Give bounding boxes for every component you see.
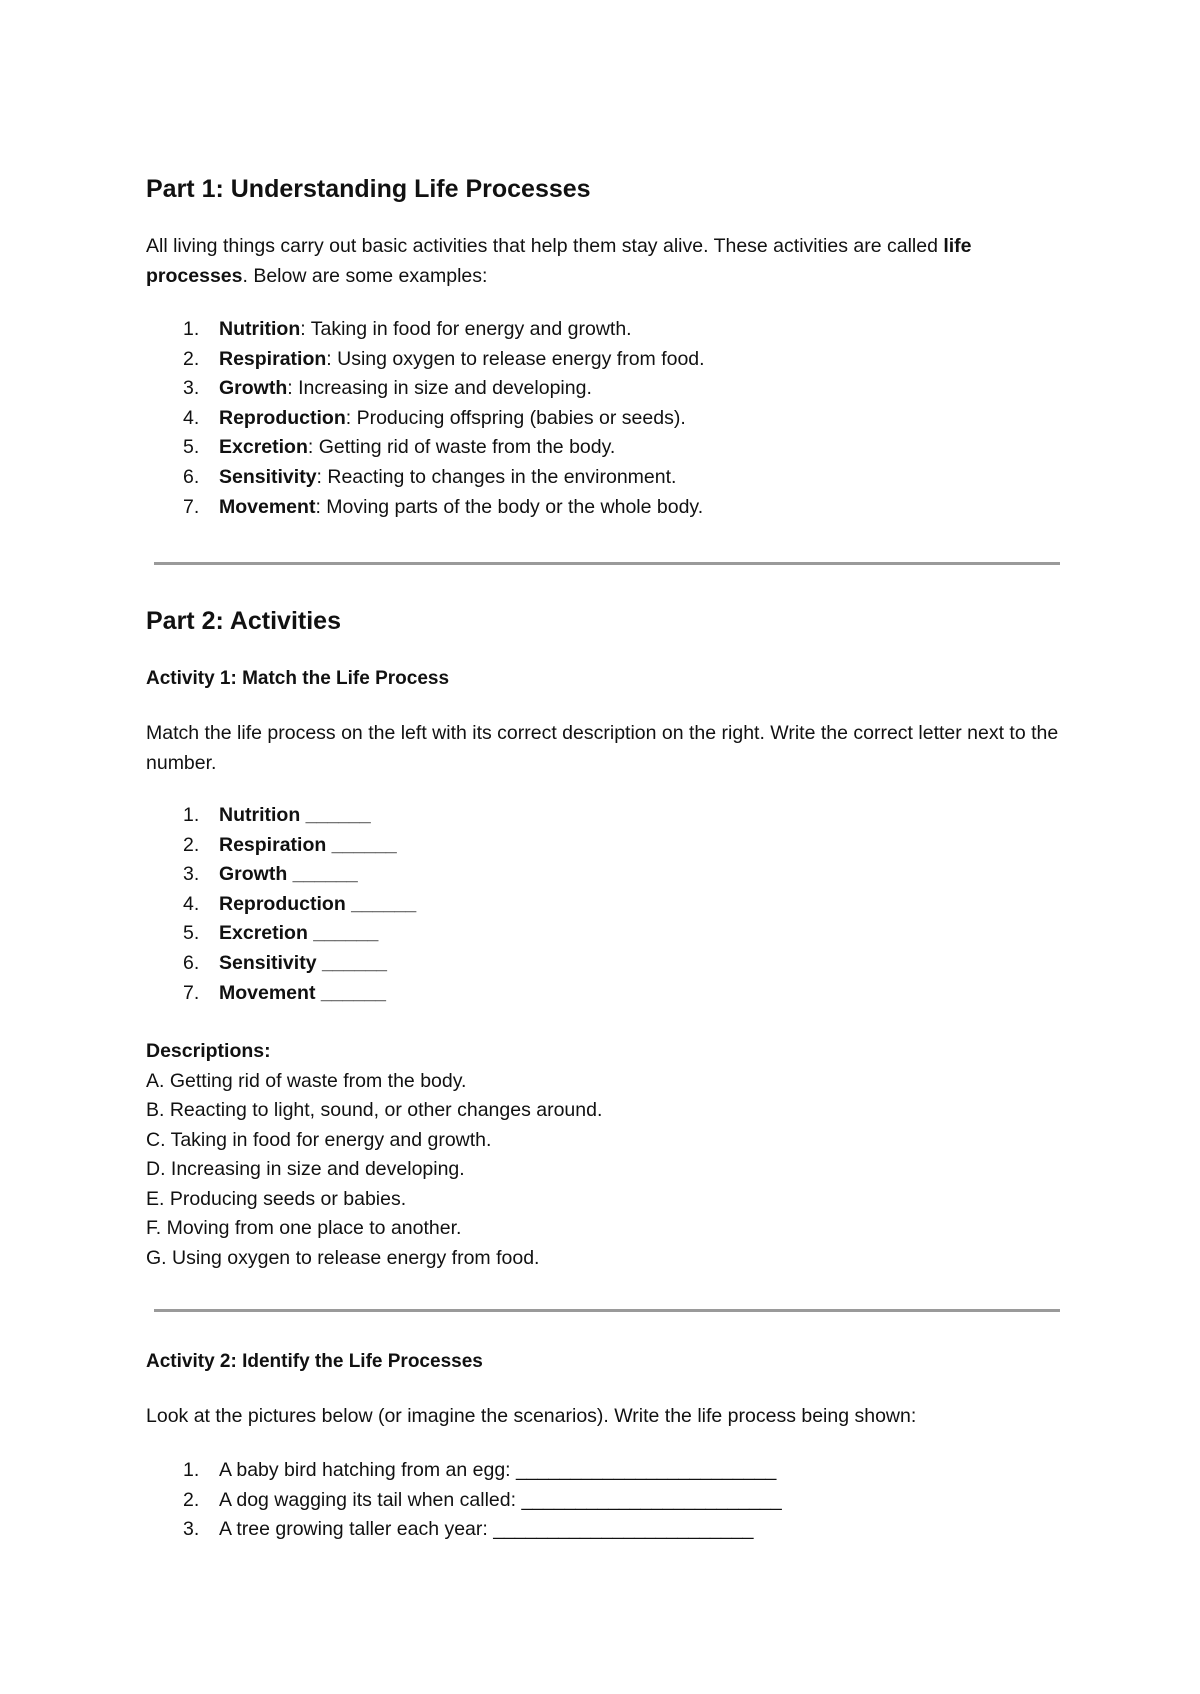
descriptions-heading <box>146 1037 1046 1067</box>
description-item: G. Using oxygen to release energy from food. <box>146 1246 540 1269</box>
list-item <box>146 1515 1046 1545</box>
item-number: 3. <box>183 863 200 886</box>
intro-tail: . Below are some examples: <box>242 264 488 287</box>
item-number: 1. <box>183 804 200 826</box>
description-item: F. Moving from one place to another. <box>146 1217 462 1239</box>
item-number: 3. <box>183 1518 200 1541</box>
item-number: 1. <box>183 318 200 340</box>
identify-list <box>146 1456 1046 1545</box>
item-text: A baby bird hatching from an egg: ________________________ <box>219 1459 777 1481</box>
description-item: C. Taking in food for energy and growth. <box>146 1128 492 1151</box>
item-number: 5. <box>183 436 200 459</box>
item-term: Movement <box>219 495 316 518</box>
item-number: 5. <box>183 922 200 945</box>
section-divider <box>154 1309 1060 1312</box>
item-number: 2. <box>183 1488 200 1511</box>
intro-text: All living things carry out basic activities that help them stay alive. These activities are called <box>146 235 938 257</box>
part1-heading: Part 1: Understanding Life Processes <box>146 175 591 203</box>
list-item <box>146 1456 1046 1486</box>
activity2-instructions: Look at the pictures below (or imagine the scenarios). Write the life process being shown: <box>146 1405 917 1427</box>
list-item <box>146 433 1046 463</box>
list-item <box>146 374 1046 404</box>
descriptions-block <box>146 1037 1046 1273</box>
item-term: Movement ______ <box>219 981 386 1004</box>
item-number: 3. <box>183 377 200 400</box>
intro-bold-term: life processes <box>146 235 972 287</box>
item-desc: : Producing offspring (babies or seeds). <box>345 406 686 429</box>
item-desc: : Moving parts of the body or the whole body. <box>315 495 704 518</box>
item-number: 2. <box>183 347 200 370</box>
section-divider <box>154 562 1060 565</box>
list-item <box>146 345 1046 375</box>
item-number: 7. <box>183 495 200 518</box>
list-item <box>146 404 1046 434</box>
list-item <box>146 315 1046 345</box>
list-item <box>146 801 1046 831</box>
description-item: A. Getting rid of waste from the body. <box>146 1069 467 1092</box>
item-number: 4. <box>183 892 200 915</box>
item-term: Reproduction <box>219 406 346 429</box>
item-term: Excretion <box>219 436 308 459</box>
item-desc: : Reacting to changes in the environment. <box>316 465 677 488</box>
description-item: D. Increasing in size and developing. <box>146 1158 465 1180</box>
item-term: Respiration <box>219 347 327 370</box>
list-item <box>146 463 1046 493</box>
list-item <box>146 949 1046 979</box>
item-term: Nutrition <box>219 318 301 340</box>
descriptions-heading-text: Descriptions: <box>146 1040 271 1062</box>
item-term: Growth ______ <box>219 863 358 886</box>
list-item <box>146 831 1046 861</box>
activity2-heading: Activity 2: Identify the Life Processes <box>146 1351 483 1372</box>
activity1-heading: Activity 1: Match the Life Process <box>146 668 450 689</box>
list-item <box>146 493 1046 523</box>
activity1-instructions: Match the life process on the left with its correct description on the right. Write the correct letter next to the number. <box>146 722 1059 774</box>
list-item <box>146 979 1046 1009</box>
item-term: Reproduction ______ <box>219 892 417 915</box>
item-desc: : Using oxygen to release energy from food. <box>326 347 705 370</box>
item-number: 6. <box>183 465 200 488</box>
item-desc: : Increasing in size and developing. <box>287 377 592 400</box>
item-term: Respiration ______ <box>219 833 397 856</box>
description-item: B. Reacting to light, sound, or other changes around. <box>146 1099 603 1121</box>
item-text: A dog wagging its tail when called: ________________________ <box>219 1488 782 1511</box>
item-number: 7. <box>183 981 200 1004</box>
item-term: Excretion ______ <box>219 922 379 945</box>
list-item <box>146 919 1046 949</box>
match-list <box>146 801 1046 1008</box>
item-term: Nutrition ______ <box>219 804 371 826</box>
item-term: Growth <box>219 377 288 400</box>
item-term: Sensitivity <box>219 465 317 488</box>
list-item <box>146 860 1046 890</box>
item-term: Sensitivity ______ <box>219 951 388 974</box>
item-number: 2. <box>183 833 200 856</box>
list-item <box>146 1486 1046 1516</box>
life-process-list <box>146 315 1046 522</box>
item-number: 6. <box>183 951 200 974</box>
list-item <box>146 890 1046 920</box>
description-item: E. Producing seeds or babies. <box>146 1187 407 1210</box>
item-desc: : Getting rid of waste from the body. <box>307 436 616 459</box>
item-number: 4. <box>183 406 200 429</box>
item-text: A tree growing taller each year: ________________________ <box>219 1518 754 1541</box>
part2-heading: Part 2: Activities <box>146 607 341 635</box>
item-desc: : Taking in food for energy and growth. <box>300 318 632 340</box>
item-number: 1. <box>183 1459 200 1481</box>
part1-intro <box>146 232 1060 291</box>
